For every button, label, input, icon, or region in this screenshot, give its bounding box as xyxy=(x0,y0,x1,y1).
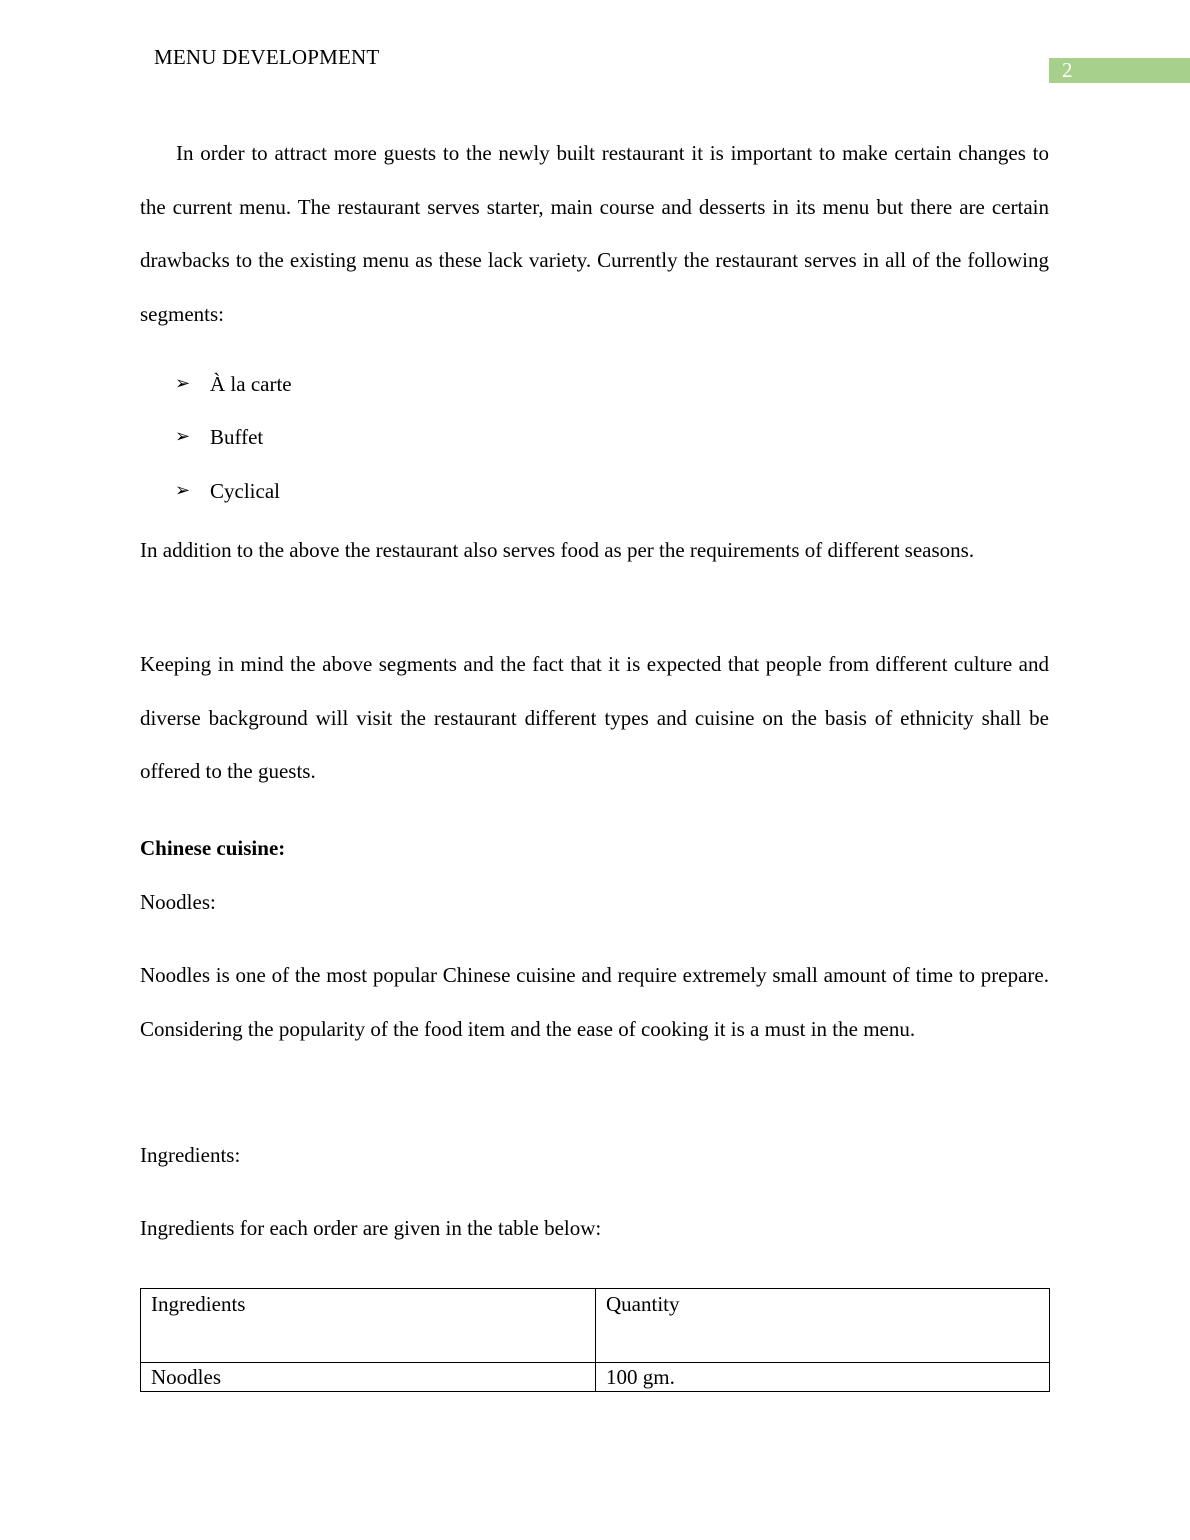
noodles-paragraph: Noodles is one of the most popular Chinese cuisine and require extremely small amount of time to prepare. Considering the popularity of the food item and the ease of cooking it is a must in the menu. xyxy=(140,963,1049,1041)
arrow-bullet-icon: ➢ xyxy=(175,480,191,501)
seasons-paragraph: In addition to the above the restaurant also serves food as per the requirements of different seasons. xyxy=(140,538,975,562)
table-header-row xyxy=(141,1289,1050,1363)
bullet-item xyxy=(175,424,263,450)
page-number: 2 xyxy=(1062,58,1073,82)
noodles-subheading: Noodles: xyxy=(140,890,216,914)
running-head: MENU DEVELOPMENT xyxy=(154,45,380,69)
intro-paragraph: In order to attract more guests to the newly built restaurant it is important to make certain changes to the current menu. The restaurant serves starter, main course and desserts in its menu but there are certain drawbacks to the existing menu as these lack variety. Currently the restaurant serves in all of the following segments: xyxy=(140,141,1049,326)
arrow-bullet-icon: ➢ xyxy=(175,373,191,394)
table-row xyxy=(141,1363,1050,1392)
table-cell: Noodles xyxy=(141,1363,596,1392)
bullet-label: Cyclical xyxy=(210,479,280,503)
ingredients-subheading: Ingredients: xyxy=(140,1143,241,1167)
bullet-label: Buffet xyxy=(210,425,264,449)
bullet-item xyxy=(175,478,280,504)
section-heading: Chinese cuisine: xyxy=(140,836,286,860)
arrow-bullet-icon: ➢ xyxy=(175,426,191,447)
table-header-cell: Ingredients xyxy=(141,1289,596,1363)
ingredients-table xyxy=(140,1288,1050,1392)
keeping-paragraph: Keeping in mind the above segments and the fact that it is expected that people from different culture and diverse background will visit the restaurant different types and cuisine on the basis of ethnicity shall be offered to the guests. xyxy=(140,652,1049,783)
page-number-box xyxy=(1049,58,1190,83)
bullet-label: À la carte xyxy=(210,372,292,396)
bullet-item xyxy=(175,371,292,397)
table-header-cell: Quantity xyxy=(596,1289,1050,1363)
table-cell: 100 gm. xyxy=(596,1363,1050,1392)
table-intro-paragraph: Ingredients for each order are given in the table below: xyxy=(140,1216,602,1240)
